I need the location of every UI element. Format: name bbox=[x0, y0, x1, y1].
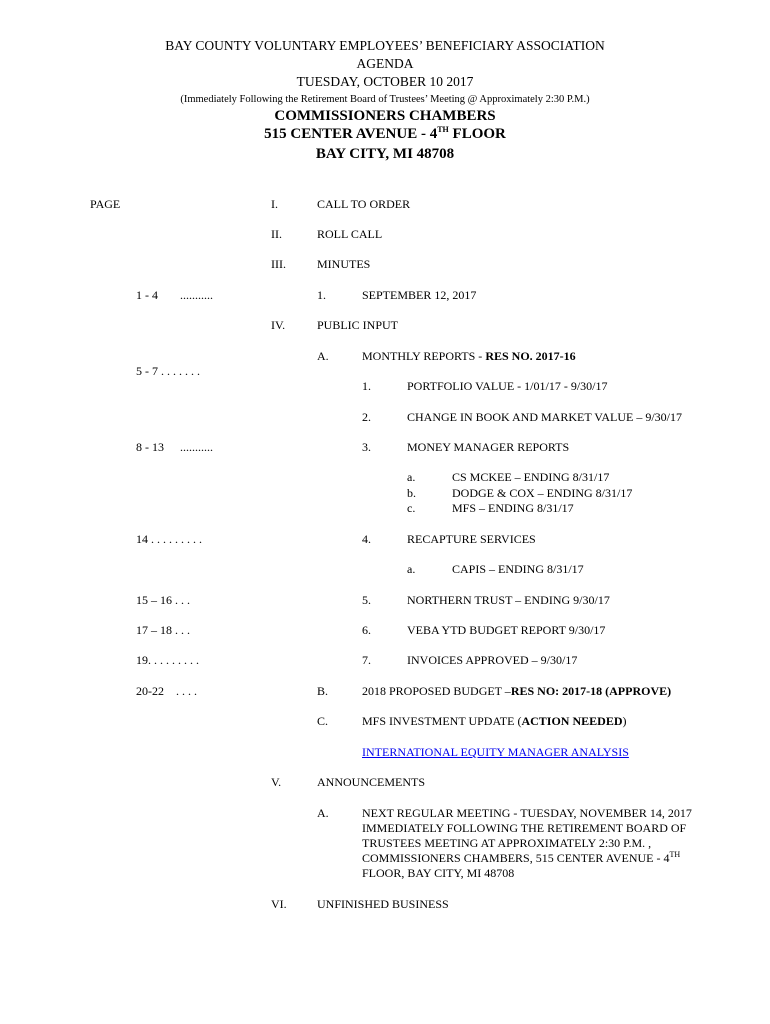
item-unfinished-business: UNFINISHED BUSINESS bbox=[317, 897, 449, 911]
item-number: 1. bbox=[362, 379, 371, 393]
monthly-reports-res-no: RES NO. 2017-16 bbox=[485, 349, 576, 363]
next-meeting-line bbox=[362, 851, 680, 865]
item-letter: b. bbox=[407, 486, 416, 500]
address-sup: TH bbox=[437, 125, 449, 134]
item-call-to-order: CALL TO ORDER bbox=[317, 197, 411, 211]
page-ref: 17 – 18 . . . bbox=[136, 623, 190, 637]
mfs-update-label: MFS INVESTMENT UPDATE ( bbox=[362, 714, 522, 728]
meeting-location: COMMISSIONERS CHAMBERS bbox=[274, 108, 496, 124]
item-cs-mckee: CS MCKEE – ENDING 8/31/17 bbox=[452, 470, 610, 484]
mfs-update-close: ) bbox=[622, 714, 627, 728]
item-proposed-budget bbox=[362, 684, 671, 698]
doc-type: AGENDA bbox=[356, 56, 414, 71]
page-ref: 20-22 bbox=[136, 684, 164, 698]
meeting-city: BAY CITY, MI 48708 bbox=[315, 146, 455, 162]
proposed-budget-label: 2018 PROPOSED BUDGET – bbox=[362, 684, 511, 698]
page-ref: 19. . . . . . . . . bbox=[136, 653, 199, 667]
item-public-input: PUBLIC INPUT bbox=[317, 318, 399, 332]
item-money-manager-reports: MONEY MANAGER REPORTS bbox=[407, 440, 570, 454]
item-letter: a. bbox=[407, 562, 416, 576]
next-meeting-line: NEXT REGULAR MEETING - TUESDAY, NOVEMBER 14, 2017 bbox=[362, 806, 692, 820]
address-text: 515 CENTER AVENUE - 4 bbox=[264, 126, 438, 142]
item-number: 2. bbox=[362, 410, 371, 424]
meeting-address bbox=[0, 126, 770, 143]
page-ref: 5 - 7 . . . . . . . bbox=[136, 364, 200, 378]
item-number: IV. bbox=[271, 318, 286, 332]
page-ref-dots: ........... bbox=[180, 440, 213, 454]
item-number: 5. bbox=[362, 593, 371, 607]
item-roll-call: ROLL CALL bbox=[317, 227, 383, 241]
item-number: III. bbox=[271, 257, 286, 271]
timing-note: (Immediately Following the Retirement Board of Trustees’ Meeting @ Approximately 2:30 P.M.) bbox=[180, 94, 590, 105]
item-number: 6. bbox=[362, 623, 371, 637]
item-mfs: MFS – ENDING 8/31/17 bbox=[452, 501, 574, 515]
item-number: 7. bbox=[362, 653, 371, 667]
item-number: V. bbox=[271, 775, 282, 789]
item-announcements: ANNOUNCEMENTS bbox=[317, 775, 425, 789]
next-meeting-line: FLOOR, BAY CITY, MI 48708 bbox=[362, 866, 515, 880]
item-dodge-cox: DODGE & COX – ENDING 8/31/17 bbox=[452, 486, 633, 500]
page-ref-dots: . . . . bbox=[176, 684, 197, 698]
proposed-budget-res-no: RES NO: 2017-18 (APPROVE) bbox=[510, 684, 672, 698]
next-meeting-line: TRUSTEES MEETING AT APPROXIMATELY 2:30 P.M. , bbox=[362, 836, 652, 850]
item-minutes-september: SEPTEMBER 12, 2017 bbox=[362, 288, 477, 302]
next-meeting-sup: TH bbox=[669, 850, 681, 859]
item-mfs-investment-update bbox=[362, 714, 626, 728]
item-invoices-approved: INVOICES APPROVED – 9/30/17 bbox=[407, 653, 578, 667]
page-ref: 15 – 16 . . . bbox=[136, 593, 190, 607]
item-number: A. bbox=[317, 806, 329, 820]
item-veba-budget: VEBA YTD BUDGET REPORT 9/30/17 bbox=[407, 623, 606, 637]
org-name: BAY COUNTY VOLUNTARY EMPLOYEES’ BENEFICIARY ASSOCIATION bbox=[165, 38, 605, 53]
item-book-market-value: CHANGE IN BOOK AND MARKET VALUE – 9/30/17 bbox=[407, 410, 683, 424]
page-ref: 8 - 13 bbox=[136, 440, 164, 454]
meeting-date: TUESDAY, OCTOBER 10 2017 bbox=[296, 74, 474, 89]
item-portfolio-value: PORTFOLIO VALUE - 1/01/17 - 9/30/17 bbox=[407, 379, 608, 393]
page-ref: 1 - 4 bbox=[136, 288, 158, 302]
item-letter: a. bbox=[407, 470, 416, 484]
item-letter: c. bbox=[407, 501, 416, 515]
page-ref: 14 . . . . . . . . . bbox=[136, 532, 202, 546]
monthly-reports-label: MONTHLY REPORTS - bbox=[362, 349, 486, 363]
next-meeting-address: COMMISSIONERS CHAMBERS, 515 CENTER AVENUE - 4 bbox=[362, 851, 670, 865]
item-number: C. bbox=[317, 714, 329, 728]
item-capis: CAPIS – ENDING 8/31/17 bbox=[452, 562, 584, 576]
item-monthly-reports bbox=[362, 349, 576, 363]
item-number: II. bbox=[271, 227, 282, 241]
item-number: I. bbox=[271, 197, 278, 211]
item-number: B. bbox=[317, 684, 329, 698]
equity-manager-analysis-link[interactable]: INTERNATIONAL EQUITY MANAGER ANALYSIS bbox=[362, 745, 629, 759]
item-number: 4. bbox=[362, 532, 371, 546]
next-meeting-line: IMMEDIATELY FOLLOWING THE RETIREMENT BOARD OF bbox=[362, 821, 687, 835]
item-minutes: MINUTES bbox=[317, 257, 371, 271]
item-recapture-services: RECAPTURE SERVICES bbox=[407, 532, 536, 546]
item-northern-trust: NORTHERN TRUST – ENDING 9/30/17 bbox=[407, 593, 610, 607]
item-number: VI. bbox=[271, 897, 287, 911]
item-number: 3. bbox=[362, 440, 371, 454]
item-number: 1. bbox=[317, 288, 326, 302]
page-ref-dots: ........... bbox=[180, 288, 213, 302]
page-column-label: PAGE bbox=[90, 197, 121, 211]
item-number: A. bbox=[317, 349, 329, 363]
address-floor: FLOOR bbox=[448, 126, 506, 142]
mfs-update-action: ACTION NEEDED bbox=[521, 714, 623, 728]
